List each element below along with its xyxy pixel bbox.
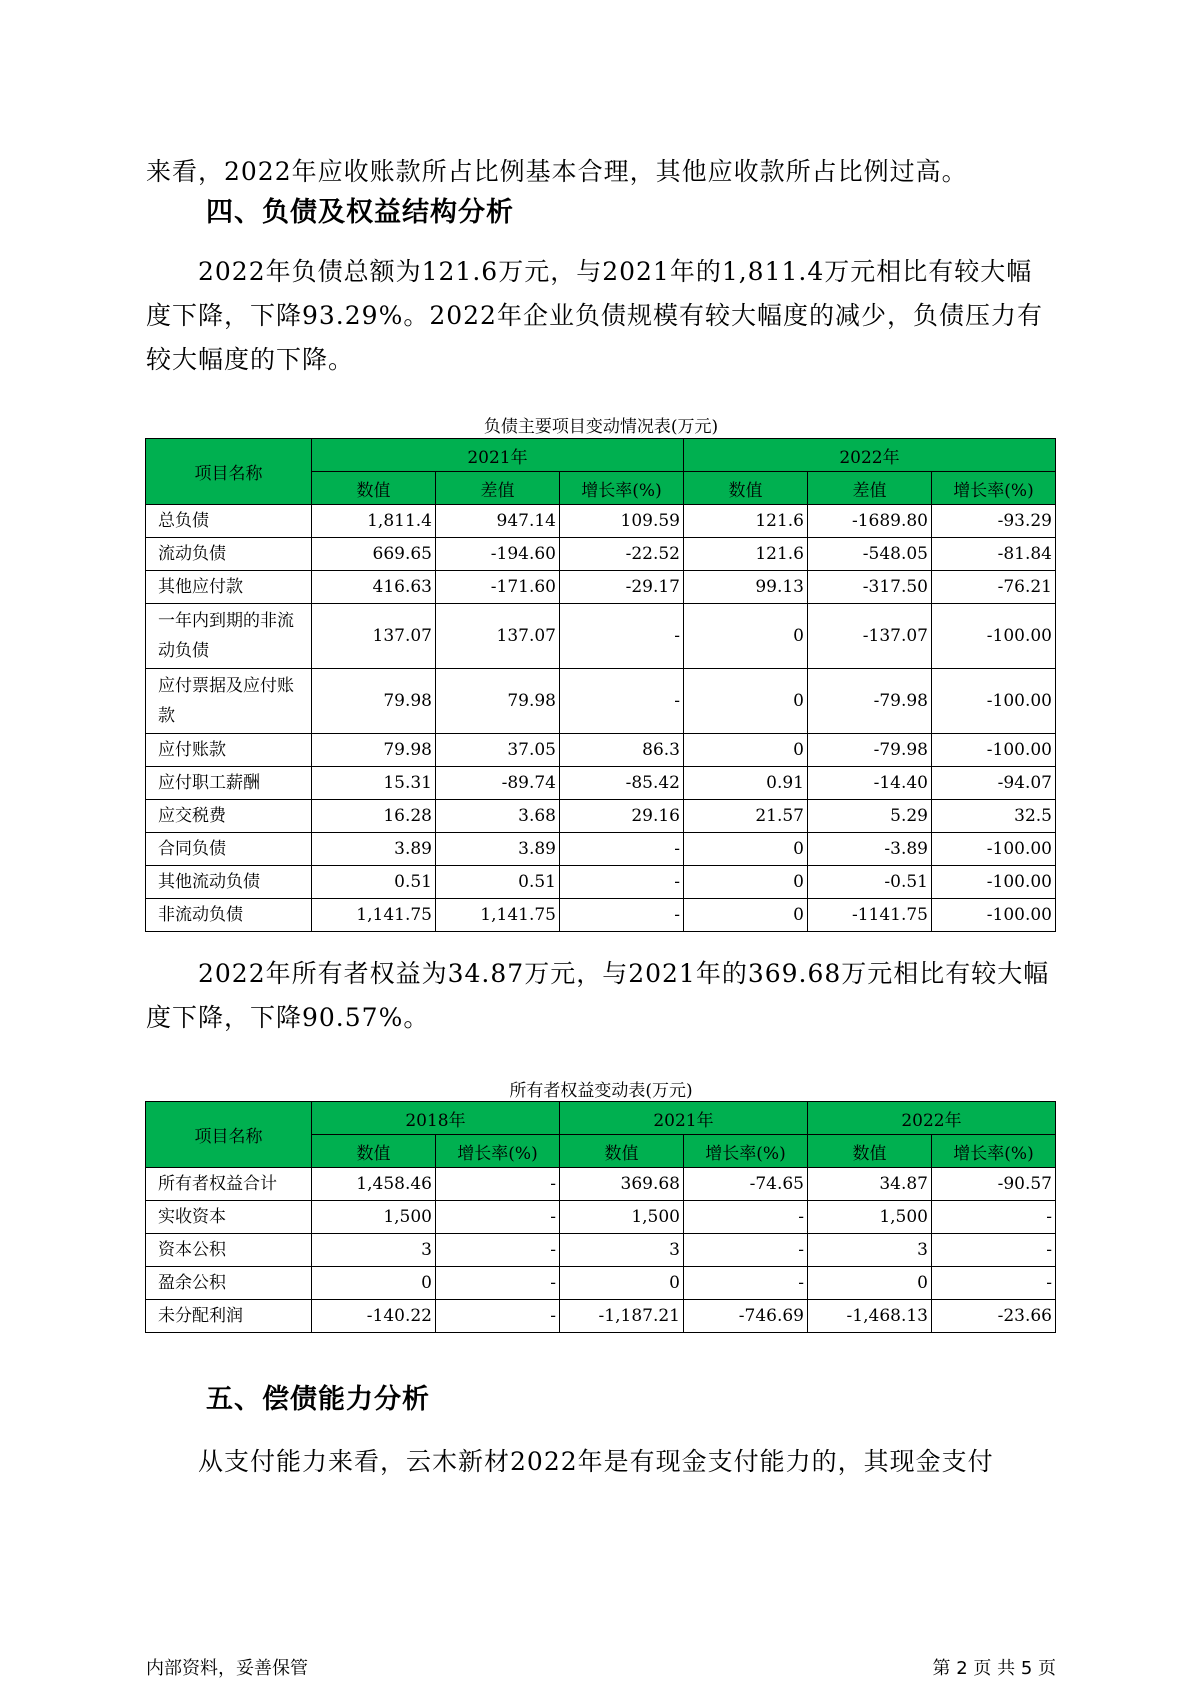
table-cell: -89.74 — [436, 767, 560, 800]
column-header-item-name: 项目名称 — [146, 439, 312, 505]
column-group-header: 2022年 — [808, 1102, 1056, 1135]
table-cell: -1,187.21 — [560, 1300, 684, 1333]
column-subheader: 数值 — [560, 1135, 684, 1168]
table-cell: - — [560, 899, 684, 932]
table-cell: 79.98 — [312, 734, 436, 767]
table-cell: -1689.80 — [808, 505, 932, 538]
table-cell: 1,141.75 — [436, 899, 560, 932]
table-cell: 0.51 — [436, 866, 560, 899]
table-cell: -93.29 — [932, 505, 1056, 538]
column-subheader: 数值 — [684, 472, 808, 505]
table-cell: -23.66 — [932, 1300, 1056, 1333]
table-row — [146, 866, 1056, 899]
liabilities-table — [145, 438, 1056, 932]
table-cell: 86.3 — [560, 734, 684, 767]
table-cell: - — [436, 1234, 560, 1267]
table-cell: 121.6 — [684, 505, 808, 538]
table-cell: -100.00 — [932, 833, 1056, 866]
table-cell: 0 — [684, 604, 808, 669]
table-cell: 79.98 — [436, 669, 560, 734]
table-cell: -74.65 — [684, 1168, 808, 1201]
table-cell: 3.89 — [312, 833, 436, 866]
table-cell: 3.89 — [436, 833, 560, 866]
table-row — [146, 800, 1056, 833]
table-cell: 29.16 — [560, 800, 684, 833]
table-cell: - — [560, 866, 684, 899]
table-cell: -1141.75 — [808, 899, 932, 932]
table-cell: 1,811.4 — [312, 505, 436, 538]
table-row — [146, 899, 1056, 932]
table-cell: -79.98 — [808, 734, 932, 767]
footer-page-number: 第 2 页 共 5 页 — [932, 1658, 1056, 1679]
table-cell: -100.00 — [932, 604, 1056, 669]
table-cell: -14.40 — [808, 767, 932, 800]
table-cell: 0 — [684, 866, 808, 899]
table-row — [146, 1234, 1056, 1267]
column-subheader: 数值 — [808, 1135, 932, 1168]
column-group-header: 2021年 — [312, 439, 684, 472]
table-cell: -76.21 — [932, 571, 1056, 604]
column-subheader: 差值 — [436, 472, 560, 505]
row-label: 所有者权益合计 — [146, 1168, 312, 1201]
table-cell: 3 — [560, 1234, 684, 1267]
column-group-header: 2022年 — [684, 439, 1056, 472]
table-cell: - — [436, 1267, 560, 1300]
table-cell: 109.59 — [560, 505, 684, 538]
section4-heading: 四、负债及权益结构分析 — [206, 197, 514, 228]
table-cell: 99.13 — [684, 571, 808, 604]
table-cell: -100.00 — [932, 669, 1056, 734]
table-row — [146, 1267, 1056, 1300]
table-cell: 1,500 — [808, 1201, 932, 1234]
table-cell: 15.31 — [312, 767, 436, 800]
table-cell: 16.28 — [312, 800, 436, 833]
table-cell: 0 — [684, 734, 808, 767]
table-cell: 0 — [684, 899, 808, 932]
table-cell: 121.6 — [684, 538, 808, 571]
column-subheader: 数值 — [312, 1135, 436, 1168]
table-cell: -85.42 — [560, 767, 684, 800]
table-cell: -140.22 — [312, 1300, 436, 1333]
table-cell: 369.68 — [560, 1168, 684, 1201]
table-cell: 3.68 — [436, 800, 560, 833]
row-label: 总负债 — [146, 505, 312, 538]
row-label: 资本公积 — [146, 1234, 312, 1267]
table-cell: 37.05 — [436, 734, 560, 767]
footer-confidential-note: 内部资料，妥善保管 — [146, 1658, 308, 1679]
table-cell: 34.87 — [808, 1168, 932, 1201]
column-group-header: 2021年 — [560, 1102, 808, 1135]
table-cell: -81.84 — [932, 538, 1056, 571]
row-label: 应付账款 — [146, 734, 312, 767]
column-subheader: 增长率(%) — [684, 1135, 808, 1168]
table-row — [146, 505, 1056, 538]
row-label: 未分配利润 — [146, 1300, 312, 1333]
column-subheader: 差值 — [808, 472, 932, 505]
row-label: 一年内到期的非流动负债 — [146, 604, 312, 669]
row-label: 应交税费 — [146, 800, 312, 833]
table-cell: 3 — [808, 1234, 932, 1267]
table-row — [146, 1300, 1056, 1333]
table-cell: 79.98 — [312, 669, 436, 734]
table-cell: -171.60 — [436, 571, 560, 604]
table-cell: - — [932, 1234, 1056, 1267]
table-row — [146, 767, 1056, 800]
equity-table — [145, 1101, 1056, 1333]
table-cell: - — [684, 1267, 808, 1300]
table-cell: - — [932, 1267, 1056, 1300]
table-cell: -3.89 — [808, 833, 932, 866]
table-cell: - — [932, 1201, 1056, 1234]
row-label: 其他流动负债 — [146, 866, 312, 899]
table-cell: -100.00 — [932, 734, 1056, 767]
table-cell: 416.63 — [312, 571, 436, 604]
table-cell: -194.60 — [436, 538, 560, 571]
solvency-paragraph: 从支付能力来看，云木新材2022年是有现金支付能力的，其现金支付 — [198, 1447, 994, 1476]
table-cell: 0 — [560, 1267, 684, 1300]
table-cell: 137.07 — [436, 604, 560, 669]
equity-paragraph: 2022年所有者权益为34.87万元，与2021年的369.68万元相比有较大幅度下降，下降90.57%。 — [146, 959, 1050, 1032]
row-label: 流动负债 — [146, 538, 312, 571]
table-cell: 3 — [312, 1234, 436, 1267]
table-row — [146, 1168, 1056, 1201]
table-cell: - — [560, 833, 684, 866]
table-cell: 0 — [808, 1267, 932, 1300]
table-cell: 5.29 — [808, 800, 932, 833]
row-label: 实收资本 — [146, 1201, 312, 1234]
table-cell: -746.69 — [684, 1300, 808, 1333]
table-cell: -94.07 — [932, 767, 1056, 800]
table-row — [146, 669, 1056, 734]
table-row — [146, 833, 1056, 866]
table-cell: -137.07 — [808, 604, 932, 669]
column-group-header: 2018年 — [312, 1102, 560, 1135]
table-cell: - — [436, 1168, 560, 1201]
table-cell: 669.65 — [312, 538, 436, 571]
table-cell: 1,500 — [312, 1201, 436, 1234]
table-cell: - — [436, 1300, 560, 1333]
table-cell: 1,458.46 — [312, 1168, 436, 1201]
row-label: 应付票据及应付账款 — [146, 669, 312, 734]
table-cell: -0.51 — [808, 866, 932, 899]
table-cell: 947.14 — [436, 505, 560, 538]
table-cell: -79.98 — [808, 669, 932, 734]
table-cell: -29.17 — [560, 571, 684, 604]
table-cell: 0 — [684, 833, 808, 866]
table-row — [146, 734, 1056, 767]
table-cell: 32.5 — [932, 800, 1056, 833]
column-subheader: 数值 — [312, 472, 436, 505]
table-cell: 21.57 — [684, 800, 808, 833]
table-cell: 0 — [684, 669, 808, 734]
liabilities-table-caption: 负债主要项目变动情况表(万元) — [483, 417, 719, 437]
table-cell: 137.07 — [312, 604, 436, 669]
row-label: 非流动负债 — [146, 899, 312, 932]
column-header-item-name: 项目名称 — [146, 1102, 312, 1168]
column-subheader: 增长率(%) — [932, 1135, 1056, 1168]
table-cell: - — [560, 669, 684, 734]
table-cell: 1,500 — [560, 1201, 684, 1234]
table-row — [146, 571, 1056, 604]
table-cell: -22.52 — [560, 538, 684, 571]
section5-heading: 五、偿债能力分析 — [206, 1384, 430, 1415]
column-subheader: 增长率(%) — [560, 472, 684, 505]
table-row — [146, 604, 1056, 669]
table-row — [146, 1201, 1056, 1234]
intro-tail-paragraph: 来看，2022年应收账款所占比例基本合理，其他应收款所占比例过高。 — [146, 157, 968, 186]
table-cell: - — [684, 1201, 808, 1234]
liabilities-paragraph: 2022年负债总额为121.6万元，与2021年的1,811.4万元相比有较大幅度下降，下降93.29%。2022年企业负债规模有较大幅度的减少，负债压力有较大幅度的下降。 — [146, 257, 1043, 374]
table-cell: 1,141.75 — [312, 899, 436, 932]
table-cell: - — [560, 604, 684, 669]
table-cell: 0 — [312, 1267, 436, 1300]
table-cell: - — [684, 1234, 808, 1267]
equity-table-caption: 所有者权益变动表(万元) — [509, 1081, 693, 1101]
table-cell: -100.00 — [932, 899, 1056, 932]
table-cell: -90.57 — [932, 1168, 1056, 1201]
table-row — [146, 538, 1056, 571]
table-cell: -548.05 — [808, 538, 932, 571]
column-subheader: 增长率(%) — [932, 472, 1056, 505]
table-cell: -100.00 — [932, 866, 1056, 899]
table-cell: -317.50 — [808, 571, 932, 604]
table-cell: 0.51 — [312, 866, 436, 899]
row-label: 盈余公积 — [146, 1267, 312, 1300]
row-label: 应付职工薪酬 — [146, 767, 312, 800]
table-cell: -1,468.13 — [808, 1300, 932, 1333]
column-subheader: 增长率(%) — [436, 1135, 560, 1168]
row-label: 合同负债 — [146, 833, 312, 866]
table-cell: 0.91 — [684, 767, 808, 800]
row-label: 其他应付款 — [146, 571, 312, 604]
table-cell: - — [436, 1201, 560, 1234]
